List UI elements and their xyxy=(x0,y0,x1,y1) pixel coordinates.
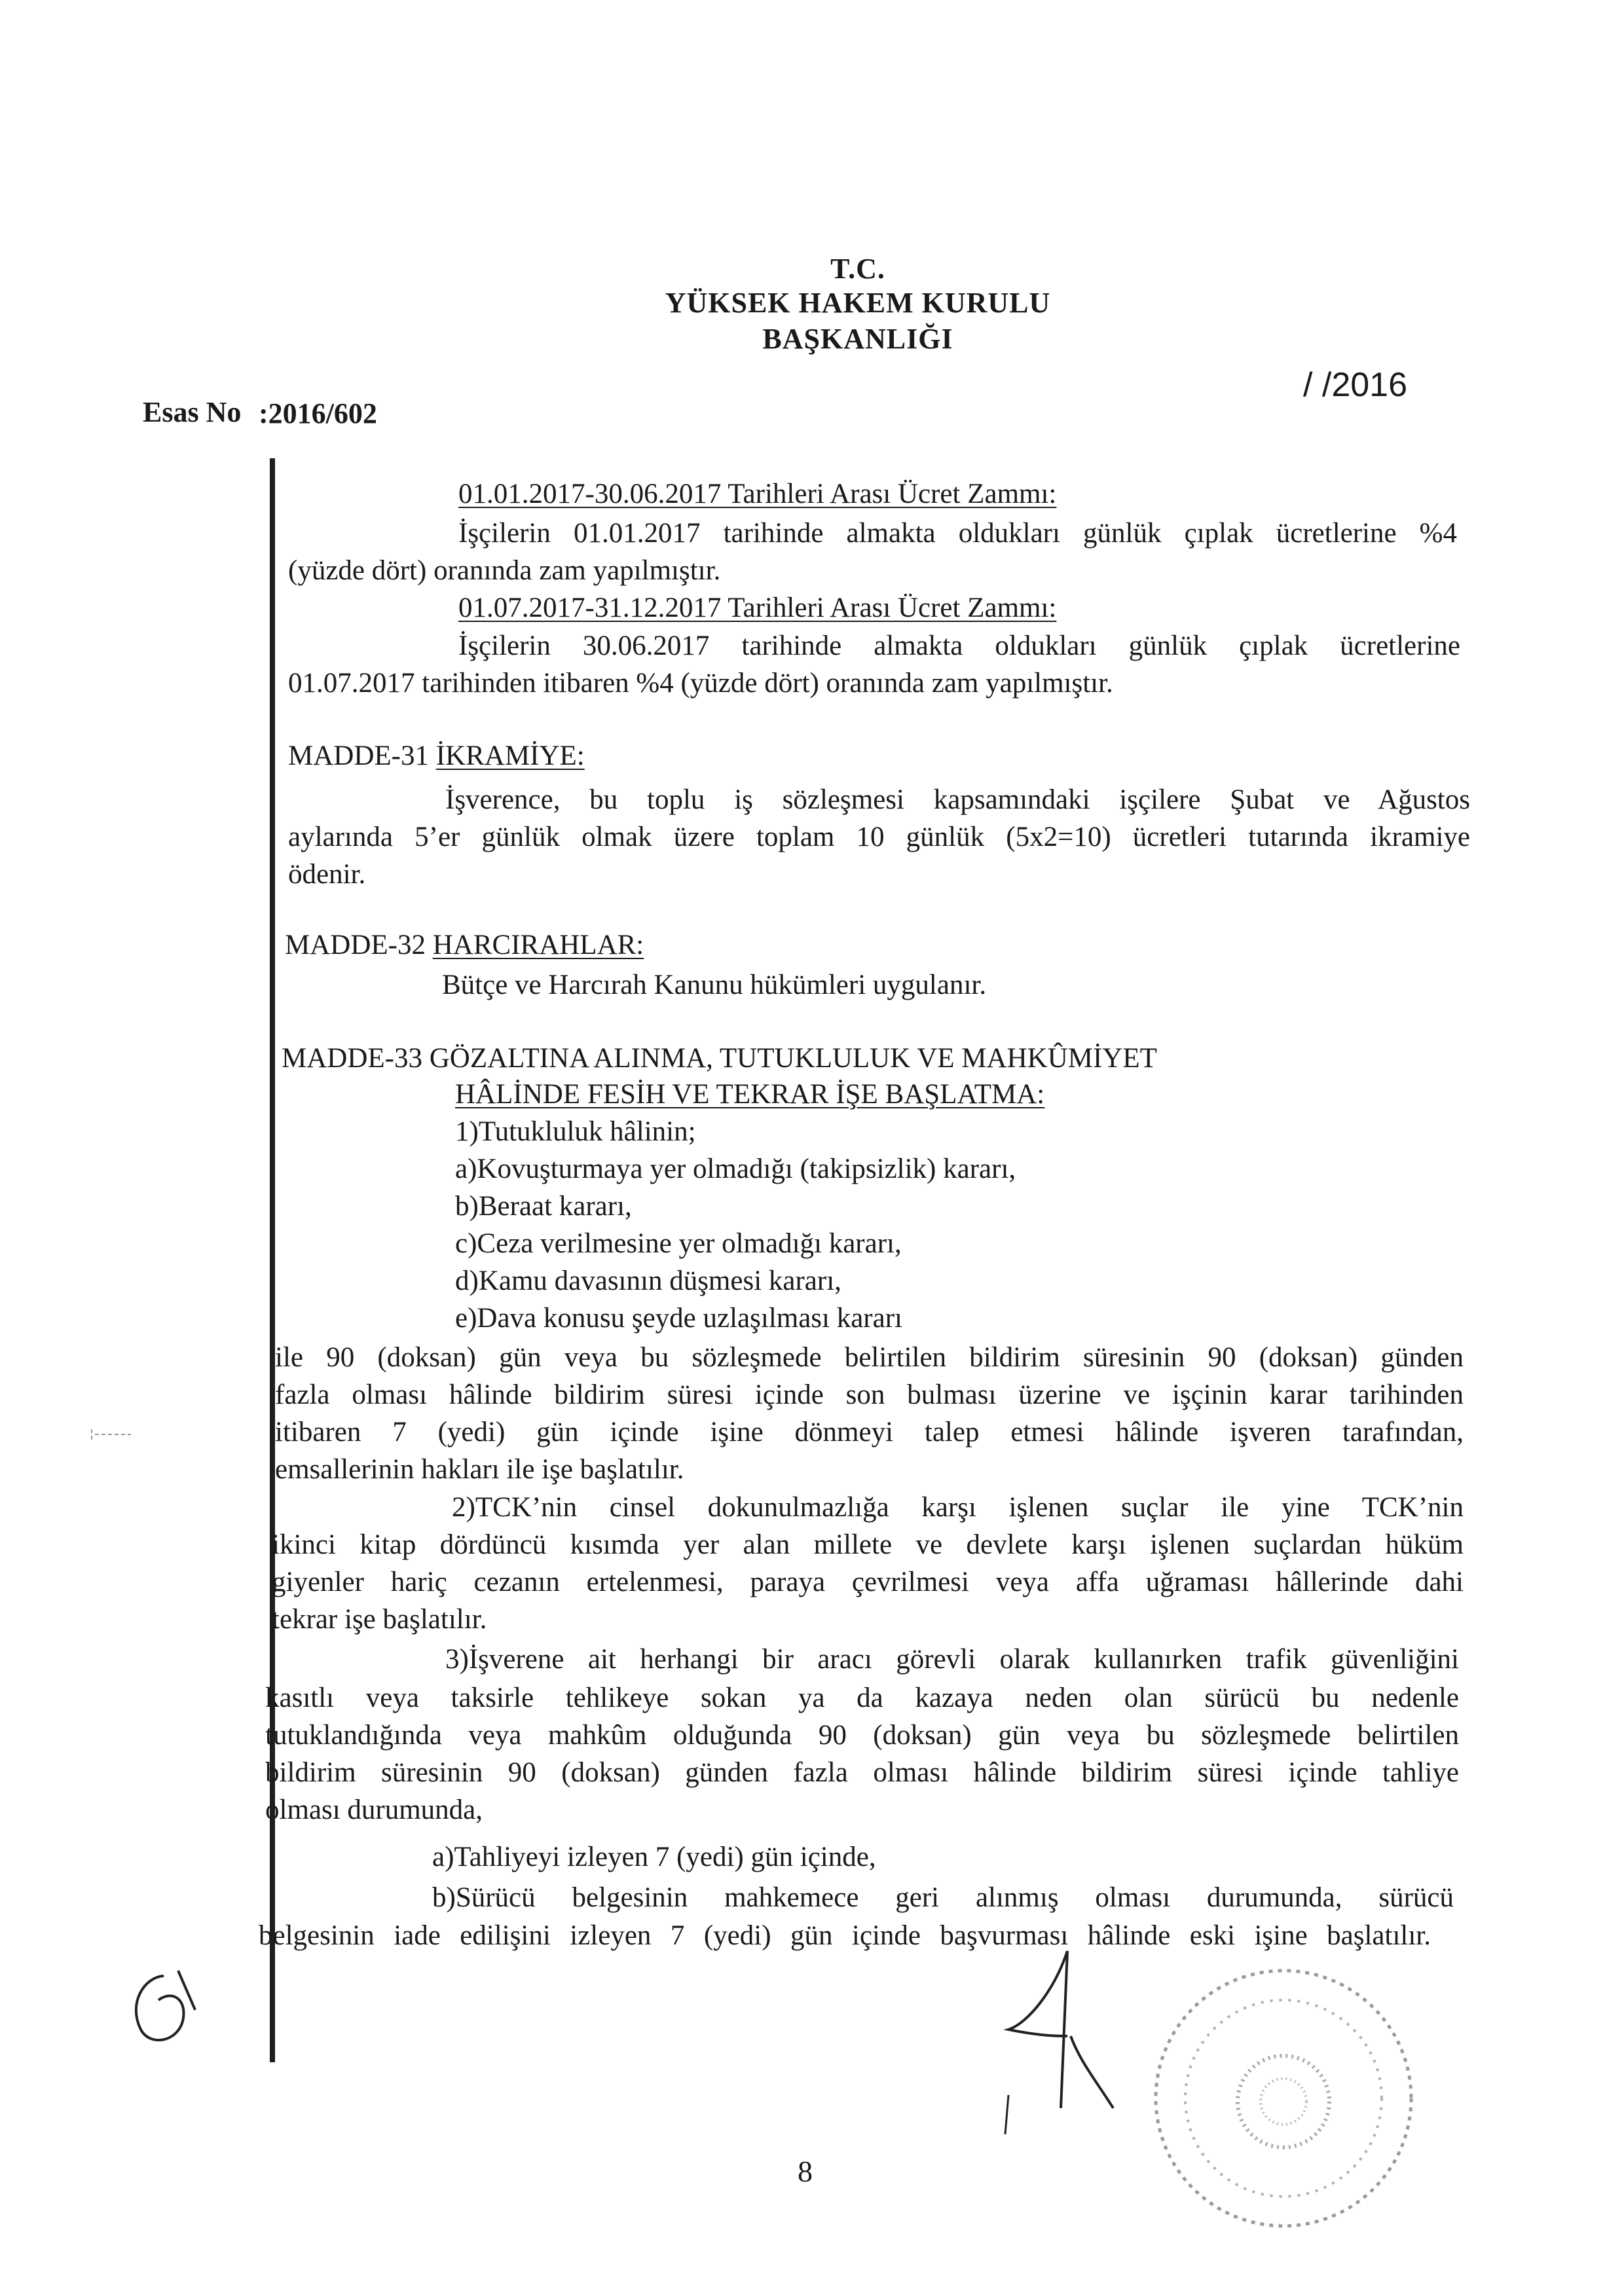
list-item: d)Kamu davasının düşmesi kararı, xyxy=(455,1266,841,1296)
article-31-title: İKRAMİYE: xyxy=(435,740,585,771)
official-stamp-icon xyxy=(1139,1958,1441,2246)
article-31-heading xyxy=(288,742,585,770)
signature-icon xyxy=(982,1938,1153,2154)
paragraph-line: kasıtlı veya taksirle tehlikeye sokan ya da kazaya neden olan sürücü bu nedenle xyxy=(265,1683,1459,1713)
paragraph-line: 2)TCK’nin cinsel dokunulmazlığa karşı işlenen suçlar ile yine TCK’nin xyxy=(452,1492,1464,1523)
paragraph-line: b)Sürücü belgesinin mahkemece geri alınmış olması durumunda, sürücü xyxy=(432,1882,1454,1913)
list-item: 1)Tutukluluk hâlinin; xyxy=(455,1116,696,1147)
section-heading-2: 01.07.2017-31.12.2017 Tarihleri Arası Ücret Zammı: xyxy=(458,592,1057,623)
paragraph-line: bildirim süresinin 90 (doksan) günden fazla olması hâlinde bildirim süresi içinde tahliye xyxy=(265,1757,1459,1788)
page-number: 8 xyxy=(798,2155,813,2188)
paragraph-line: tekrar işe başlatılır. xyxy=(272,1604,487,1635)
list-item: b)Beraat kararı, xyxy=(455,1191,632,1222)
article-31-prefix: MADDE-31 xyxy=(288,740,436,771)
esas-label: Esas No xyxy=(143,396,242,428)
paragraph-line: 3)İşverene ait herhangi bir aracı görevli olarak kullanırken trafik güvenliğini xyxy=(445,1644,1459,1675)
list-item: a)Tahliyeyi izleyen 7 (yedi) gün içinde, xyxy=(432,1842,876,1872)
paragraph-line: emsallerinin hakları ile işe başlatılır. xyxy=(275,1454,684,1485)
article-32-title: HARCIRAHLAR: xyxy=(432,930,644,960)
paragraph-line: tutuklandığında veya mahkûm olduğunda 90 (doksan) gün veya bu sözleşmede belirtilen xyxy=(265,1720,1459,1751)
header-date: / /2016 xyxy=(1303,366,1408,404)
list-item: e)Dava konusu şeyde uzlaşılması kararı xyxy=(455,1303,902,1334)
article-32-prefix: MADDE-32 xyxy=(285,930,433,960)
article-33-subheading: HÂLİNDE FESİH VE TEKRAR İŞE BAŞLATMA: xyxy=(455,1079,1045,1110)
paragraph-line: itibaren 7 (yedi) gün içinde işine dönmeyi talep etmesi hâlinde işveren tarafından, xyxy=(275,1417,1464,1448)
paragraph-line: fazla olması hâlinde bildirim süresi içinde son bulması üzerine ve işçinin karar tarihinden xyxy=(275,1379,1464,1410)
paragraph-line: olması durumunda, xyxy=(265,1795,483,1825)
section-heading-1: 01.01.2017-30.06.2017 Tarihleri Arası Ücret Zammı: xyxy=(458,479,1057,509)
margin-mark-icon xyxy=(88,1424,134,1444)
paragraph-line: İşçilerin 30.06.2017 tarihinde almakta oldukları günlük çıplak ücretlerine xyxy=(458,630,1460,661)
list-item: a)Kovuşturmaya yer olmadığı (takipsizlik) kararı, xyxy=(455,1154,1016,1184)
list-item: c)Ceza verilmesine yer olmadığı kararı, xyxy=(455,1228,902,1259)
paragraph-line: İşçilerin 01.01.2017 tarihinde almakta oldukları günlük çıplak ücretlerine %4 xyxy=(458,518,1457,549)
paragraph-line: (yüzde dört) oranında zam yapılmıştır. xyxy=(288,555,721,586)
paragraph-line: ile 90 (doksan) gün veya bu sözleşmede belirtilen bildirim süresinin 90 (doksan) günden xyxy=(275,1342,1464,1373)
article-33-heading: MADDE-33 GÖZALTINA ALINMA, TUTUKLULUK VE MAHKÛMİYET xyxy=(282,1043,1157,1074)
paragraph-line: aylarında 5’er günlük olmak üzere toplam 10 günlük (5x2=10) ücretleri tutarında ikramiye xyxy=(288,822,1470,852)
header-presidency: BAŞKANLIĞI xyxy=(762,323,953,355)
esas-value: :2016/602 xyxy=(259,397,377,429)
article-32-heading xyxy=(285,931,644,959)
handwritten-mark-icon xyxy=(118,1964,210,2062)
paragraph-line: ödenir. xyxy=(288,859,366,890)
paragraph-line: 01.07.2017 tarihinden itibaren %4 (yüzde dört) oranında zam yapılmıştır. xyxy=(288,668,1113,699)
paragraph-line: giyenler hariç cezanın ertelenmesi, paraya çevrilmesi veya affa uğraması hâllerinde dahi xyxy=(272,1567,1464,1597)
paragraph-line: Bütçe ve Harcırah Kanunu hükümleri uygulanır. xyxy=(442,970,987,1000)
paragraph-line: belgesinin iade edilişini izleyen 7 (yedi) gün içinde başvurması hâlinde eski işine başlatılır. xyxy=(259,1920,1431,1951)
paragraph-line: ikinci kitap dördüncü kısımda yer alan millete ve devlete karşı işlenen suçlardan hüküm xyxy=(272,1529,1464,1560)
header-tc: T.C. xyxy=(830,253,885,285)
header-court-name: YÜKSEK HAKEM KURULU xyxy=(665,287,1051,319)
paragraph-line: İşverence, bu toplu iş sözleşmesi kapsamındaki işçilere Şubat ve Ağustos xyxy=(445,784,1470,815)
